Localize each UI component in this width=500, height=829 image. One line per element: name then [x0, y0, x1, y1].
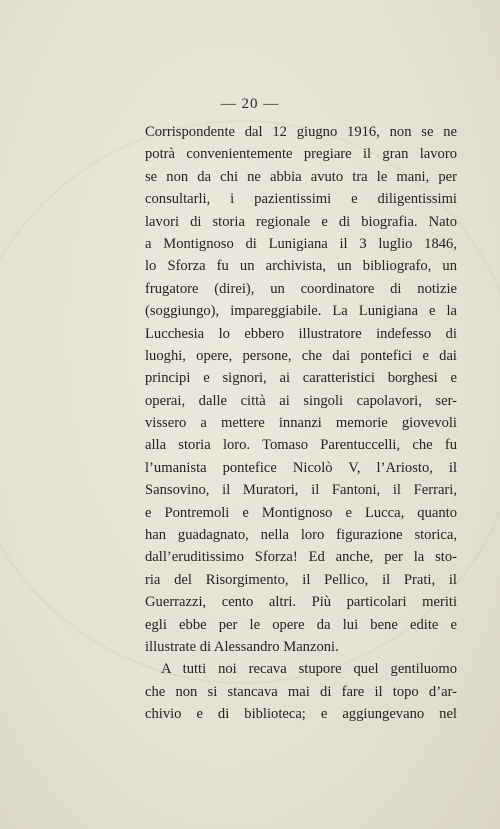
- text-line: lavori di storia regionale e di biografia. Nato: [145, 213, 457, 230]
- text-line: Lucchesia lo ebbero illustratore indefesso di: [145, 325, 457, 342]
- text-line: e Pontremoli e Montignoso e Lucca, quanto: [145, 504, 457, 521]
- text-line: luoghi, opere, persone, che dai pontefici e dai: [145, 347, 457, 364]
- text-line: se non da chi ne abbia avuto tra le mani, per: [145, 168, 457, 185]
- text-line: dall’eruditissimo Sforza! Ed anche, per la sto-: [145, 549, 457, 566]
- text-line: a Montignoso di Lunigiana il 3 luglio 1846,: [145, 235, 457, 252]
- text-line: illustrate di Alessandro Manzoni.: [145, 638, 339, 655]
- page-number: — 20 —: [220, 96, 280, 112]
- text-line: l’umanista pontefice Nicolò V, l’Ariosto, il: [145, 459, 457, 476]
- text-line: principi e signori, ai caratteristici borghesi e: [145, 370, 457, 387]
- text-line: (soggiungo), impareggiabile. La Lunigiana e la: [145, 303, 457, 320]
- text-line: Sansovino, il Muratori, il Fantoni, il Ferrari,: [145, 482, 457, 499]
- text-line: potrà convenientemente pregiare il gran lavoro: [145, 146, 457, 163]
- body-text: [145, 121, 457, 726]
- text-line: A tutti noi recava stupore quel gentiluomo: [161, 661, 457, 678]
- text-line: Corrispondente dal 12 giugno 1916, non se ne: [145, 124, 457, 140]
- text-line: Guerrazzi, cento altri. Più particolari meriti: [145, 594, 457, 611]
- text-line: vissero a mettere innanzi memorie giovevoli: [145, 415, 457, 432]
- text-line: frugatore (direi), un coordinatore di notizie: [145, 280, 457, 297]
- text-line: ria del Risorgimento, il Pellico, il Prati, il: [145, 571, 457, 588]
- text-line: operai, dalle città ai singoli capolavori, ser-: [145, 392, 457, 409]
- text-line: che non si stancava mai di fare il topo d’ar-: [145, 683, 457, 700]
- text-line: consultarli, i pazientissimi e diligentissimi: [145, 191, 457, 208]
- text-line: alla storia loro. Tomaso Parentuccelli, che fu: [145, 437, 457, 454]
- text-line: lo Sforza fu un archivista, un bibliografo, un: [145, 258, 457, 275]
- text-line: egli ebbe per le opere da lui bene edite e: [145, 616, 457, 633]
- text-line: chivio e di biblioteca; e aggiungevano nel: [145, 706, 457, 723]
- text-line: han guadagnato, nella loro figurazione storica,: [145, 527, 457, 544]
